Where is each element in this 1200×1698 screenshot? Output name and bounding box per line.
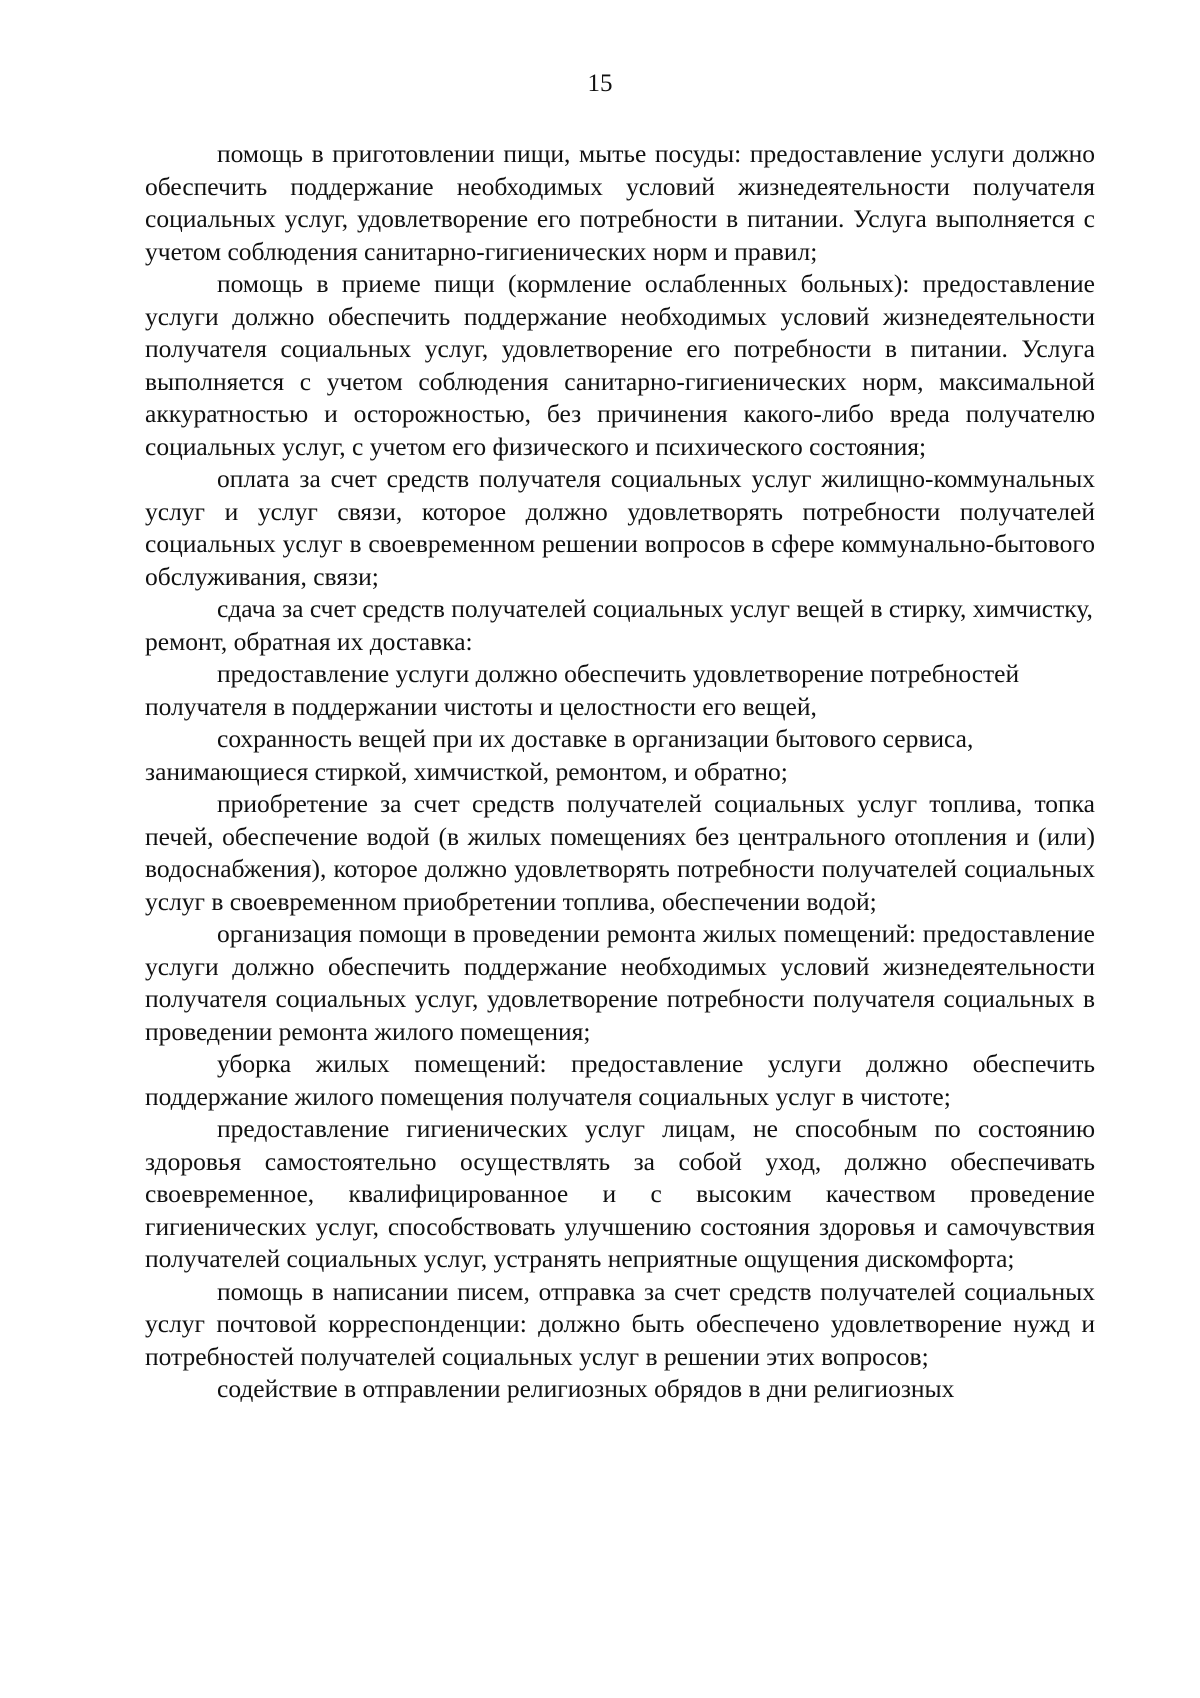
paragraph-hygiene-services: предоставление гигиенических услуг лицам, не способным по состоянию здоровья самостоятельно осуществлять за собой уход, должно обеспечивать своевременное, квалифицированное и с высоким качеством проведение гигиенических услуг, способствовать улучшению состояния здоровья и самочувствия получателей социальных услуг, устранять неприятные ощущения дискомфорта; <box>145 1114 1095 1273</box>
paragraph-food-preparation: помощь в приготовлении пищи, мытье посуды: предоставление услуги должно обеспечить поддержание необходимых условий жизнедеятельности получателя социальных услуг, удовлетворение его потребности в питании. Услуга выполняется с учетом соблюдения санитарно-гигиенических норм и правил; <box>145 139 1095 266</box>
paragraph-utility-payment: оплата за счет средств получателя социальных услуг жилищно-коммунальных услуг и услуг связи, которое должно удовлетворять потребности получателей социальных услуг в своевременном решении вопросов в сфере коммунально-бытового обслуживания, связи; <box>145 464 1095 591</box>
paragraph-home-repair: организация помощи в проведении ремонта жилых помещений: предоставление услуги должно обеспечить поддержание необходимых условий жизнедеятельности получателя социальных услуг, удовлетворение потребности получателя социальных в проведении ремонта жилого помещения; <box>145 919 1095 1046</box>
paragraph-laundry-delivery: сдача за счет средств получателей социальных услуг вещей в стирку, химчистку, ремонт, обратная их доставка: <box>145 594 1093 656</box>
paragraph-items-safety: сохранность вещей при их доставке в организации бытового сервиса, занимающиеся стиркой, химчисткой, ремонтом, и обратно; <box>145 724 974 786</box>
document-body <box>145 138 1095 1406</box>
page-number: 15 <box>587 70 613 97</box>
paragraph-letter-writing: помощь в написании писем, отправка за счет средств получателей социальных услуг почтовой корреспонденции: должно быть обеспечено удовлетворение нужд и потребностей получателей социальных услуг в решении этих вопросов; <box>145 1276 1095 1371</box>
paragraph-religious-rites: содействие в отправлении религиозных обрядов в дни религиозных <box>217 1374 955 1403</box>
paragraph-home-cleaning: уборка жилых помещений: предоставление услуги должно обеспечить поддержание жилого помещения получателя социальных услуг в чистоте; <box>145 1049 1095 1111</box>
paragraph-laundry-requirement: предоставление услуги должно обеспечить удовлетворение потребностей получателя в поддержании чистоты и целостности его вещей, <box>145 659 1020 721</box>
paragraph-fuel-water: приобретение за счет средств получателей социальных услуг топлива, топка печей, обеспечение водой (в жилых помещениях без центрального отопления и (или) водоснабжения), которое должно удовлетворять потребности получателей социальных услуг в своевременном приобретении топлива, обеспечении водой; <box>145 789 1095 916</box>
paragraph-feeding-assistance: помощь в приеме пищи (кормление ослабленных больных): предоставление услуги должно обеспечить поддержание необходимых условий жизнедеятельности получателя социальных услуг, удовлетворение его потребности в питании. Услуга выполняется с учетом соблюдения санитарно-гигиенических норм, максимальной аккуратностью и осторожностью, без причинения какого-либо вреда получателю социальных услуг, с учетом его физического и психического состояния; <box>145 269 1095 461</box>
